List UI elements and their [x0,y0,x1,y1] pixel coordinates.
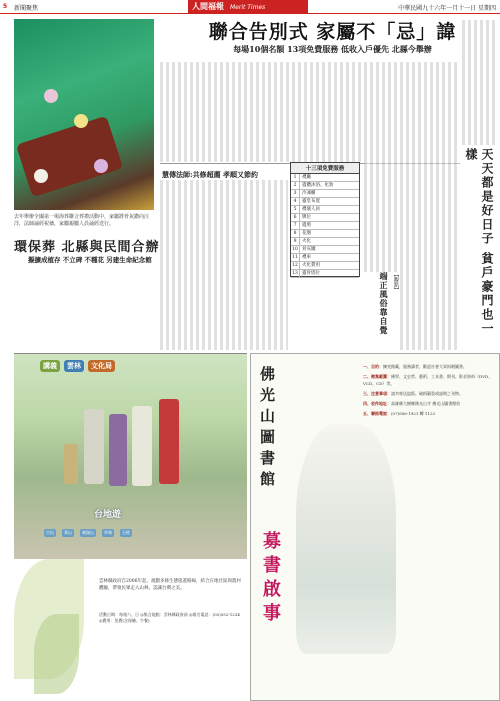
service-number: 3 [291,190,300,197]
services-row [291,222,359,230]
ad-details [363,364,497,422]
service-number: 6 [291,214,300,221]
services-row [291,270,359,278]
flower-petal [44,89,58,103]
person-figure [109,414,127,486]
ad-detail-text: 高雄縣大樹鄉佛光山寺 佛光山圖書館收 [391,401,461,407]
ad-detail-item [363,401,497,407]
ad-detail-text: (07)656-1921 轉 1123 [391,411,436,417]
services-row [291,238,359,246]
ad-detail-text: 請勿寄送盜版、破損嚴重或過期之刊物。 [391,390,463,396]
services-table [290,162,360,277]
library-ad[interactable] [250,353,500,701]
service-text: 遺照 [302,223,311,228]
right-column-body [462,20,496,145]
service-number: 9 [291,238,300,245]
service-number: 4 [291,198,300,205]
boat-shape [16,116,123,198]
services-row [291,174,359,182]
route-stop: 古坑 [46,530,54,535]
ad-detail-label: 二、徵集範圍： [363,374,391,380]
ad-subtitle-vertical: 募書啟事 [260,531,281,627]
service-number: 12 [291,262,300,269]
ad-detail-label: 四、收件地址： [363,401,391,407]
ad-detail-item [363,374,497,387]
main-deck: 每場10個名額 13項免費服務 低收入戶優先 北縣今舉辦 [233,44,432,54]
main-headline[interactable]: 聯合告別式 家屬不「忌」諱 [208,21,457,43]
masthead [0,0,500,14]
services-row [291,182,359,190]
ad-logo: 講義 [40,360,60,372]
services-row [291,198,359,206]
route-map [44,529,132,537]
left-story-subhead: 擬擴成植存 不立碑 不種花 另建生命紀念館 [28,256,152,264]
service-number: 7 [291,222,300,229]
services-row [291,206,359,214]
ad-logo: 文化局 [88,360,115,372]
ad-photo [14,354,247,559]
newspaper-logo-en: Merit Times [230,4,266,11]
sub-headline[interactable]: 慧傳法師:共修超薦 孝順又節約 [162,170,259,179]
leaf-decoration [34,614,79,694]
ad-detail-item [363,391,497,397]
page-number: 5 [3,3,8,10]
service-number: 5 [291,206,300,213]
ad-title: 台地遊 [94,510,122,520]
right-vertical-headline[interactable]: 天天都是好日子 貧戶豪門也一樣 [464,148,494,337]
person-figure [132,406,152,486]
service-text: 禮儀人員 [302,207,320,212]
services-row [291,230,359,238]
service-text: 牌位 [302,215,311,220]
service-text: 花圈 [302,231,311,236]
left-story-headline[interactable]: 環保葬 北縣與民間合辦 [14,240,160,255]
left-story-body [14,270,162,350]
ad-logo: 雲林 [64,360,84,372]
service-text: 火化 [302,239,311,244]
services-row [291,214,359,222]
ad-detail-text: 佛學、文史哲、藝術、工具書、期刊、影音資料（DVD、VCD、CD）等。 [363,374,493,386]
route-stop: 草嶺 [104,530,112,535]
commentary-body [364,162,459,272]
ad-paragraph: 雲林縣政府自2006年起，規劃多條生態旅遊路線，結合在地社區與農村體驗，帶領民眾走入山林，認識台灣之美。 [99,579,241,591]
route-stop: 石壁 [122,530,130,535]
person-figure [84,409,104,484]
flower-petal [74,114,88,128]
ad-info: 活動日期：每週六、日 ◎集合地點：雲林縣政府前 ◎報名電話：(05)552-1234 ◎費用：免費(含保險、午餐) [99,612,240,623]
child-figure [64,444,78,484]
ad-detail-text: 擴充館藏，服務讀者，歡迎社會大眾捐贈圖書。 [383,364,467,369]
service-number: 13 [291,270,300,277]
ad-detail-item [363,364,497,370]
ink-landscape [296,424,396,654]
sub-story-body [160,180,288,350]
services-row [291,262,359,270]
issue-date: 中華民國九十六年一月十一日 星期四 [398,5,496,12]
service-number: 10 [291,246,300,253]
route-stop: 劍湖山 [82,530,94,535]
person-figure [159,399,179,484]
service-text: 遺體沐浴、化妝 [302,183,334,188]
service-number: 11 [291,254,300,261]
service-text: 禮車 [302,255,311,260]
service-number: 1 [291,174,300,181]
service-text: 靈骨塔位 [302,271,320,276]
services-table-title: 十三項免費服務 [291,163,359,174]
services-row [291,190,359,198]
ad-detail-label: 三、注意事項： [363,390,391,396]
ad-title-vertical: 佛光山圖書館 [258,366,276,492]
service-text: 冷凍櫃 [302,191,316,196]
main-story-body [160,62,460,162]
section-name: 新聞聚焦 [14,5,39,12]
commentary-body-2 [400,272,460,350]
service-text: 火化費用 [302,263,320,268]
flower-petal [34,169,48,183]
ad-detail-label: 五、聯絡電話： [363,411,391,417]
route-stop: 華山 [64,530,72,535]
service-number: 8 [291,230,300,237]
ad-detail-item [363,411,497,417]
flower-petal [94,159,108,173]
sea-burial-photo [14,19,154,210]
newspaper-logo[interactable]: 人間福報 Merit Times [188,0,308,13]
tourism-ad[interactable] [14,353,247,701]
service-text: 禮廳 [302,175,311,180]
service-text: 骨灰罐 [302,247,316,252]
photo-caption: 去年舉辦全國第一場海葬聯合葬禮活動中，家屬將骨灰撒向汪洋，法師誦經祝禱，家屬親屬人員誦經送行。 [14,214,150,227]
ad-logos [40,360,115,372]
services-row [291,246,359,254]
commentary-label: 【觀點】 [393,272,399,292]
service-number: 2 [291,182,300,189]
commentary-headline[interactable]: 端正風俗靠自覺 [379,272,389,335]
services-row [291,254,359,262]
ad-detail-label: 一、目的： [363,364,383,369]
service-text: 靈堂布置 [302,199,320,204]
